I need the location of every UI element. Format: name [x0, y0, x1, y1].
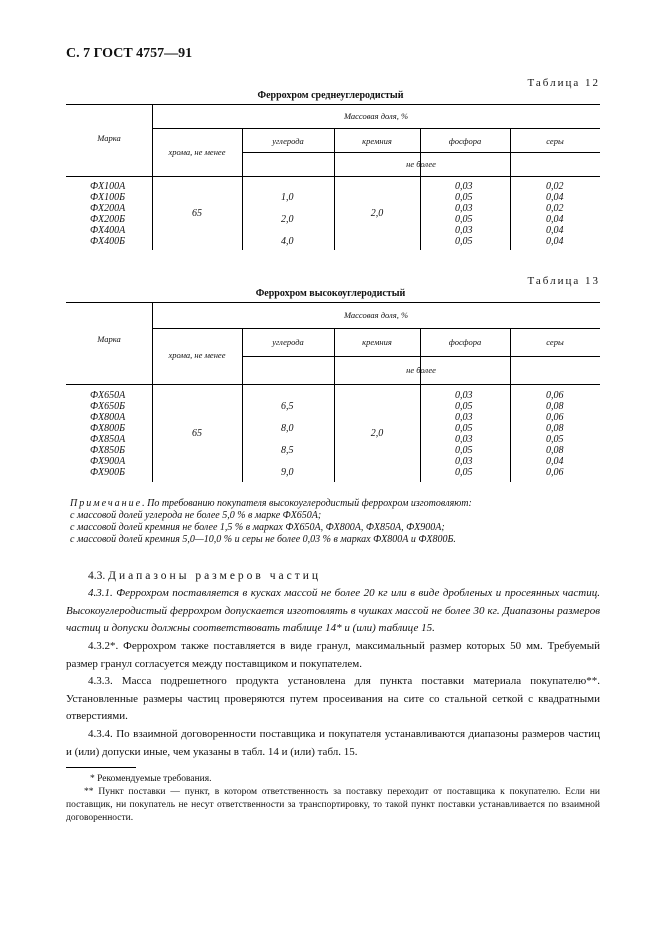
- note-line: с массовой долей углерода не более 5,0 % в марке ФХ650А;: [70, 510, 322, 521]
- table12-sulfur-values: [546, 181, 564, 247]
- table-cell: ФХ200А: [90, 203, 126, 214]
- table-cell: 0,03: [455, 456, 473, 467]
- table13-carbon-value: 9,0: [281, 467, 294, 478]
- table12-col-divider: [242, 128, 243, 250]
- table12-header-chrom: хрома, не менее: [168, 147, 226, 157]
- table-cell: 0,03: [455, 181, 473, 192]
- table13-header-marka: Марка: [97, 334, 121, 344]
- table13-col-divider: [420, 328, 421, 482]
- table12-rule-top: [66, 104, 600, 105]
- table-cell: 0,06: [546, 390, 564, 401]
- table-cell: 0,06: [546, 412, 564, 423]
- table-cell: 0,02: [546, 181, 564, 192]
- table12-title: Феррохром среднеуглеродистый: [257, 90, 404, 101]
- table12-col-divider: [510, 128, 511, 250]
- table13-col-divider: [334, 328, 335, 482]
- table12-carbon-value: 4,0: [281, 236, 294, 247]
- table-cell: 0,06: [546, 467, 564, 478]
- table13-grades: [90, 390, 125, 478]
- table13-phosphorus-values: [455, 390, 473, 478]
- table-cell: 0,04: [546, 214, 564, 225]
- footnote-1: * Рекомендуемые требования.: [90, 774, 212, 784]
- table-cell: ФХ400А: [90, 225, 126, 236]
- table12-label: Таблица 12: [527, 77, 600, 89]
- table12-chrom-value: 65: [192, 208, 202, 219]
- table-cell: 0,08: [546, 401, 564, 412]
- table12-grades: [90, 181, 125, 247]
- table13-chrom-value: 65: [192, 428, 202, 439]
- table-cell: ФХ650Б: [90, 401, 126, 412]
- table-cell: ФХ200Б: [90, 214, 126, 225]
- note-line: [70, 498, 472, 510]
- table-cell: 0,05: [455, 423, 473, 434]
- section-title: Диапазоны размеров частиц: [108, 570, 322, 582]
- table-cell: ФХ900А: [90, 456, 126, 467]
- table13-rule-header-bottom: [66, 384, 600, 385]
- table13-carbon-value: 8,0: [281, 423, 294, 434]
- table12-carbon-value: 2,0: [281, 214, 294, 225]
- table-cell: ФХ100Б: [90, 192, 126, 203]
- table-cell: ФХ850А: [90, 434, 126, 445]
- table13-header-nebolee: не более: [406, 365, 436, 375]
- table13-rule: [152, 328, 600, 329]
- table-cell: 0,03: [455, 434, 473, 445]
- paragraph-4-3-3: 4.3.3. Масса подрешетного продукта установлена для пункта поставки материала покупателю**. Установленные размеры частиц проверяются путем просеивания на сите со стальной сеткой с квадратными отверстиями.: [66, 675, 600, 722]
- table13-title: Феррохром высокоуглеродистый: [255, 288, 406, 299]
- table13-col-divider: [152, 302, 153, 482]
- table-cell: ФХ800А: [90, 412, 126, 423]
- note-text: . По требованию покупателя высокоуглеродистый феррохром изготовляют:: [142, 498, 472, 509]
- table-cell: 0,05: [546, 434, 564, 445]
- table12-header-sulfur: серы: [546, 136, 564, 146]
- table13-col-divider: [510, 328, 511, 482]
- table-cell: 0,04: [546, 456, 564, 467]
- section-heading: [88, 570, 321, 582]
- table12-header-silicon: кремния: [362, 136, 392, 146]
- footnote-2: ** Пункт поставки — пункт, в котором ответственность за поставку переходит от поставщика к покупателю. Если ни поставщик, ни покупатель не несут ответственности за транспортировку, то такой пункт поставки устанавливается по взаимной договоренности.: [66, 787, 600, 823]
- table12-phosphorus-values: [455, 181, 473, 247]
- table12-col-divider: [334, 128, 335, 250]
- paragraph-4-3-1: 4.3.1. Феррохром поставляется в кусках массой не более 20 кг или в виде дробленых и просеянных частиц. Высокоуглеродистый феррохром допускается изготовлять в чушках массой не более 30 кг. Диапазоны размеров частиц и допуски должны соответствовать таблице 14* и (или) таблице 15.: [66, 587, 600, 634]
- table13-header-silicon: кремния: [362, 337, 392, 347]
- table-cell: 0,08: [546, 423, 564, 434]
- table13-col-divider: [242, 328, 243, 482]
- table-cell: 0,05: [455, 467, 473, 478]
- table-cell: ФХ650А: [90, 390, 126, 401]
- table12-carbon-value: 1,0: [281, 192, 294, 203]
- table-cell: ФХ900Б: [90, 467, 126, 478]
- note-label: Примечание: [70, 498, 143, 509]
- table13-label: Таблица 13: [527, 275, 600, 287]
- table-cell: 0,02: [546, 203, 564, 214]
- table-cell: 0,05: [455, 401, 473, 412]
- table13-rule: [242, 356, 600, 357]
- page-header: С. 7 ГОСТ 4757—91: [66, 46, 193, 61]
- note-line: с массовой долей кремния 5,0—10,0 % и серы не более 0,03 % в марках ФХ800А и ФХ800Б.: [70, 534, 456, 545]
- table-cell: 0,05: [455, 192, 473, 203]
- table13-header-phosphorus: фосфора: [448, 337, 482, 347]
- table-cell: ФХ100А: [90, 181, 126, 192]
- table-cell: 0,08: [546, 445, 564, 456]
- table12-silicon-value: 2,0: [370, 208, 384, 219]
- table-cell: 0,03: [455, 412, 473, 423]
- table13-carbon-value: 6,5: [281, 401, 294, 412]
- table-cell: ФХ800Б: [90, 423, 126, 434]
- note-line: с массовой долей кремния не более 1,5 % в марках ФХ650А, ФХ800А, ФХ850А, ФХ900А;: [70, 522, 445, 533]
- table-cell: 0,04: [546, 236, 564, 247]
- table12-col-divider: [152, 104, 153, 250]
- table12-rule: [242, 152, 600, 153]
- table13-header-mass: Массовая доля, %: [343, 310, 409, 320]
- table12-header-marka: Марка: [97, 133, 121, 143]
- section-number: 4.3.: [88, 570, 106, 582]
- table-cell: 0,05: [455, 236, 473, 247]
- table13-silicon-value: 2,0: [370, 428, 384, 439]
- table12-header-carbon: углерода: [272, 136, 304, 146]
- table12-rule: [152, 128, 600, 129]
- table13-header-chrom: хрома, не менее: [168, 350, 226, 360]
- paragraph-4-3-2: 4.3.2*. Феррохром также поставляется в виде гранул, максимальный размер которых 50 мм. Требуемый размер гранул согласуется между поставщиком и покупателем.: [66, 640, 600, 670]
- table12-rule-header-bottom: [66, 176, 600, 177]
- table13-sulfur-values: [546, 390, 564, 478]
- table-cell: 0,05: [455, 445, 473, 456]
- table-cell: 0,05: [455, 214, 473, 225]
- table12-header-mass: Массовая доля, %: [343, 111, 409, 121]
- table-cell: ФХ850Б: [90, 445, 126, 456]
- table13-rule-top: [66, 302, 600, 303]
- table12-header-nebolee: не более: [406, 159, 436, 169]
- table13-header-sulfur: серы: [546, 337, 564, 347]
- table-cell: 0,04: [546, 225, 564, 236]
- paragraph-4-3-4: 4.3.4. По взаимной договоренности поставщика и покупателя устанавливаются диапазоны размеров частиц и (или) допуски иные, чем указаны в табл. 14 и (или) табл. 15.: [66, 728, 600, 758]
- table12-header-phosphorus: фосфора: [448, 136, 482, 146]
- table12-col-divider: [420, 128, 421, 250]
- table-cell: 0,03: [455, 225, 473, 236]
- table13-header-carbon: углерода: [272, 337, 304, 347]
- table13-carbon-value: 8,5: [281, 445, 294, 456]
- table-cell: ФХ400Б: [90, 236, 126, 247]
- table-cell: 0,03: [455, 390, 473, 401]
- table-cell: 0,04: [546, 192, 564, 203]
- table-cell: 0,03: [455, 203, 473, 214]
- footnote-separator: [66, 767, 136, 768]
